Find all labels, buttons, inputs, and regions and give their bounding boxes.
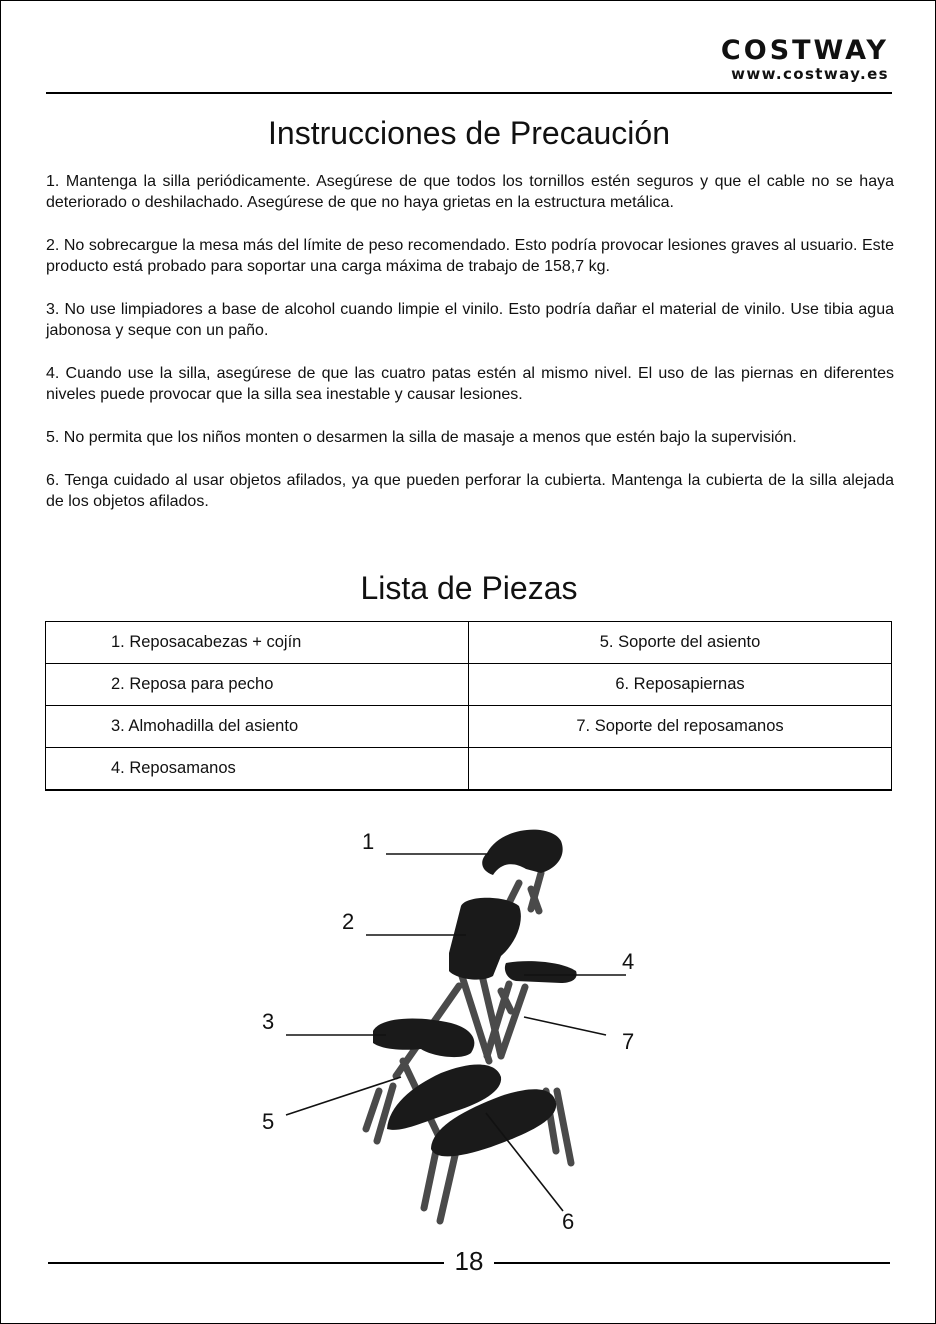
precaution-item: 5. No permita que los niños monten o desarmen la silla de masaje a menos que estén bajo la supervisión. [46,429,797,446]
page-number: 18 [454,1246,484,1276]
table-row [46,748,892,791]
brand-url: www.costway.es [731,65,889,83]
part-cell: 6. Reposapiernas [469,664,892,706]
brand-name: COSTWAY [720,35,889,66]
table-row [46,622,892,664]
precautions-list [46,171,894,534]
parts-table [45,621,892,791]
parts-title: Lista de Piezas [360,570,578,606]
precautions-title: Instrucciones de Precaución [268,115,670,151]
brand-logo [721,37,889,83]
part-cell: 1. Reposacabezas + cojín [46,622,469,664]
part-cell: 3. Almohadilla del asiento [46,706,469,748]
table-row [46,664,892,706]
massage-chair-diagram [1,811,935,1241]
table-row [46,706,892,748]
callout-label: 3 [262,1009,275,1034]
callout-label: 5 [262,1109,275,1134]
precaution-item: 1. Mantenga la silla periódicamente. Asegúrese de que todos los tornillos estén seguros y que el cable no se haya deteriorado o deshilachado. Asegúrese de que no haya grietas en la estructura metálica. [46,173,894,211]
part-cell: 4. Reposamanos [46,748,469,791]
callout-label: 1 [362,829,375,854]
callout-label: 6 [562,1209,575,1234]
precaution-item: 4. Cuando use la silla, asegúrese de que las cuatro patas estén al mismo nivel. El uso de las piernas en diferentes niveles puede provocar que la silla sea inestable y causar lesiones. [46,365,894,403]
part-cell: 2. Reposa para pecho [46,664,469,706]
header-divider [46,92,892,94]
callout-label: 2 [342,909,355,934]
callout-label: 7 [622,1029,635,1054]
chair-cushions [373,830,577,1157]
part-cell [469,748,892,791]
precaution-item: 6. Tenga cuidado al usar objetos afilados, ya que pueden perforar la cubierta. Mantenga la cubierta de la silla alejada de los objetos afilados. [46,472,894,510]
precaution-item: 2. No sobrecargue la mesa más del límite de peso recomendado. Esto podría provocar lesiones graves al usuario. Este producto está probado para soportar una carga máxima de trabajo de 158,7 kg. [46,237,894,275]
callout-label: 4 [622,949,635,974]
footer-divider-right [494,1262,890,1264]
part-cell: 7. Soporte del reposamanos [469,706,892,748]
precaution-item: 3. No use limpiadores a base de alcohol cuando limpie el vinilo. Esto podría dañar el material de vinilo. Use tibia agua jabonosa y seque con un paño. [46,301,894,339]
part-cell: 5. Soporte del asiento [469,622,892,664]
